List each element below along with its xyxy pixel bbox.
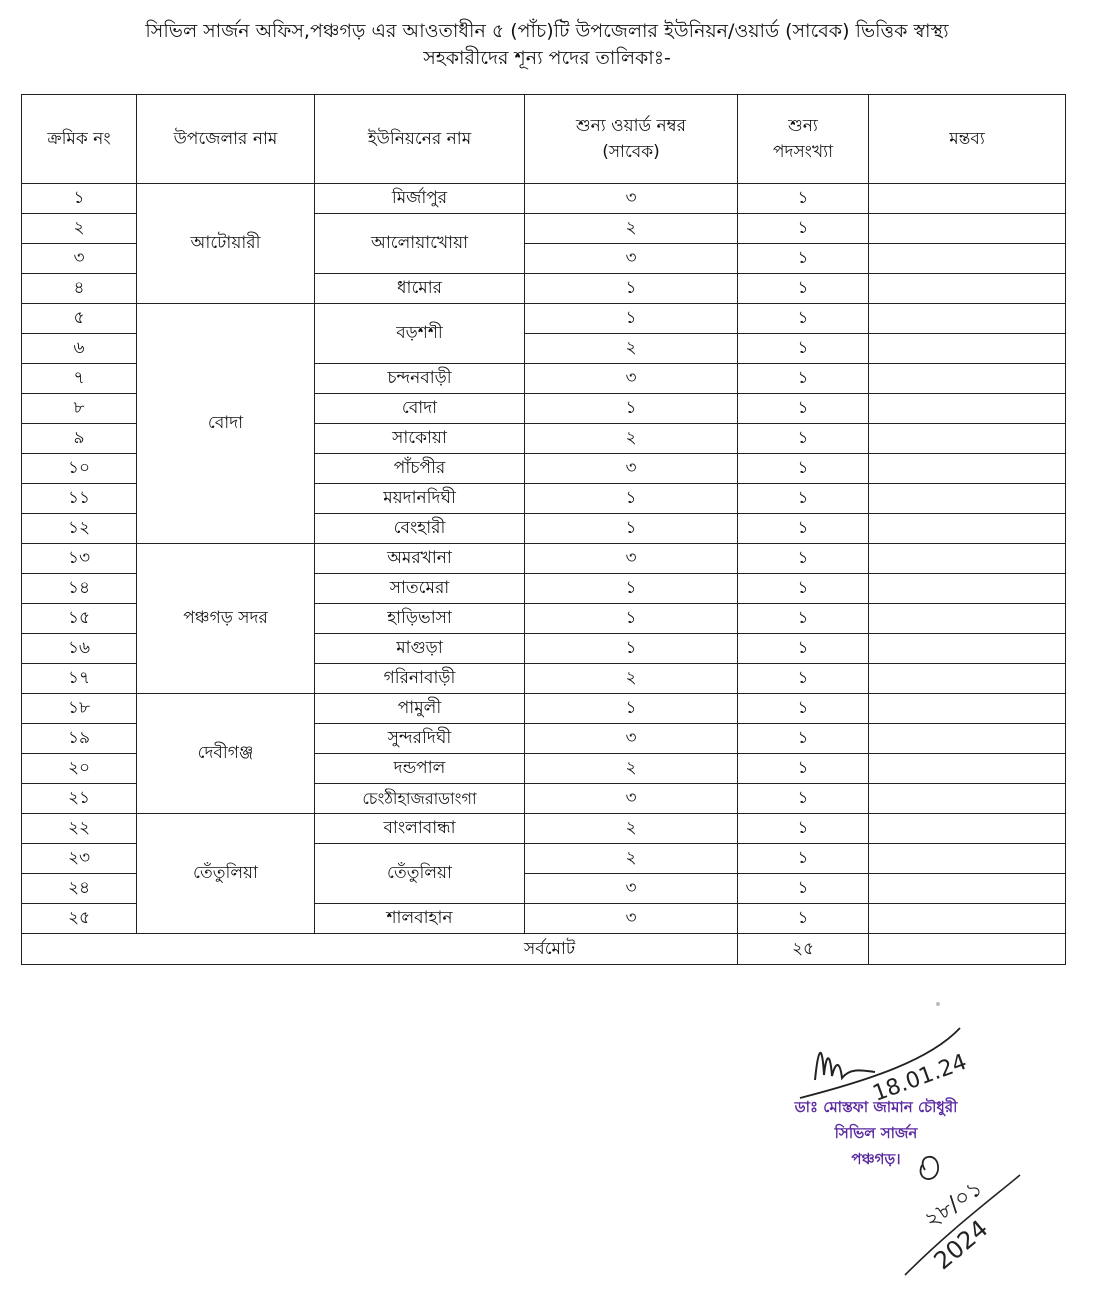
union-cell: সাতমেরা xyxy=(315,574,525,604)
union-cell: মির্জাপুর xyxy=(315,184,525,214)
table-row xyxy=(22,544,1066,574)
ward-cell: ৩ xyxy=(525,184,738,214)
ward-cell: ১ xyxy=(525,694,738,724)
ward-cell: ৩ xyxy=(525,544,738,574)
remarks-cell xyxy=(869,274,1066,304)
ward-cell: ৩ xyxy=(525,874,738,904)
total-remarks-cell xyxy=(869,934,1066,965)
union-cell: পামুলী xyxy=(315,694,525,724)
ward-cell: ২ xyxy=(525,844,738,874)
posts-cell: ১ xyxy=(738,484,869,514)
table-row xyxy=(22,814,1066,844)
upazila-cell: দেবীগঞ্জ xyxy=(137,694,315,814)
header-ward xyxy=(525,95,738,184)
ward-cell: ২ xyxy=(525,334,738,364)
remarks-cell xyxy=(869,544,1066,574)
serial-cell: ১ xyxy=(22,184,137,214)
total-label-text: সর্বমোট xyxy=(524,938,576,959)
ward-cell: ১ xyxy=(525,574,738,604)
ward-cell: ২ xyxy=(525,814,738,844)
signature-scribble xyxy=(815,1053,875,1080)
remarks-cell xyxy=(869,244,1066,274)
serial-cell: ১৬ xyxy=(22,634,137,664)
vacancy-table xyxy=(21,94,1066,965)
union-cell: শালবাহান xyxy=(315,904,525,934)
total-row xyxy=(22,934,1066,965)
ward-cell: ২ xyxy=(525,754,738,784)
union-cell: ময়দানদিঘী xyxy=(315,484,525,514)
union-cell: আলোয়াখোয়া xyxy=(315,214,525,274)
union-cell: সাকোয়া xyxy=(315,424,525,454)
posts-cell: ১ xyxy=(738,634,869,664)
serial-cell: ১৩ xyxy=(22,544,137,574)
serial-cell: ৫ xyxy=(22,304,137,334)
scan-speck xyxy=(936,1002,940,1006)
title-line-2: সহকারীদের শূন্য পদের তালিকাঃ- xyxy=(423,47,671,69)
document-title xyxy=(20,18,1074,72)
ward-cell: ১ xyxy=(525,274,738,304)
remarks-cell xyxy=(869,904,1066,934)
upazila-cell: বোদা xyxy=(137,304,315,544)
posts-cell: ১ xyxy=(738,514,869,544)
posts-cell: ১ xyxy=(738,304,869,334)
ward-cell: ১ xyxy=(525,484,738,514)
remarks-cell xyxy=(869,784,1066,814)
official-seal xyxy=(756,1094,996,1172)
posts-cell: ১ xyxy=(738,604,869,634)
posts-cell: ১ xyxy=(738,574,869,604)
union-cell: ধামোর xyxy=(315,274,525,304)
remarks-cell xyxy=(869,514,1066,544)
serial-cell: ২২ xyxy=(22,814,137,844)
serial-cell: ১১ xyxy=(22,484,137,514)
posts-cell: ১ xyxy=(738,904,869,934)
remarks-cell xyxy=(869,454,1066,484)
ward-cell: ৩ xyxy=(525,244,738,274)
remarks-cell xyxy=(869,634,1066,664)
remarks-cell xyxy=(869,874,1066,904)
header-remarks: মন্তব্য xyxy=(869,95,1066,184)
remarks-cell xyxy=(869,754,1066,784)
serial-cell: ১৫ xyxy=(22,604,137,634)
posts-cell: ১ xyxy=(738,874,869,904)
handwritten-note-2: 2024 xyxy=(928,1214,994,1276)
ward-cell: ২ xyxy=(525,664,738,694)
table-header-row xyxy=(22,95,1066,184)
ward-cell: ৩ xyxy=(525,904,738,934)
union-cell: অমরখানা xyxy=(315,544,525,574)
remarks-cell xyxy=(869,394,1066,424)
posts-cell: ১ xyxy=(738,454,869,484)
serial-cell: ৩ xyxy=(22,244,137,274)
handwritten-date: 18.01.24 xyxy=(869,1049,971,1107)
serial-cell: ১৭ xyxy=(22,664,137,694)
remarks-cell xyxy=(869,724,1066,754)
upazila-cell: আটোয়ারী xyxy=(137,184,315,304)
upazila-cell: পঞ্চগড় সদর xyxy=(137,544,315,694)
remarks-cell xyxy=(869,184,1066,214)
serial-cell: ২১ xyxy=(22,784,137,814)
header-serial: ক্রমিক নং xyxy=(22,95,137,184)
posts-cell: ১ xyxy=(738,724,869,754)
header-union: ইউনিয়নের নাম xyxy=(315,95,525,184)
table-row xyxy=(22,304,1066,334)
ward-cell: ৩ xyxy=(525,364,738,394)
posts-cell: ১ xyxy=(738,664,869,694)
remarks-cell xyxy=(869,214,1066,244)
posts-cell: ১ xyxy=(738,544,869,574)
officer-name: ডাঃ মোস্তফা জামান চৌধুরী xyxy=(794,1098,958,1116)
remarks-cell xyxy=(869,364,1066,394)
ward-cell: ৩ xyxy=(525,454,738,484)
union-cell: পাঁচপীর xyxy=(315,454,525,484)
union-cell: বেংহারী xyxy=(315,514,525,544)
serial-cell: ১২ xyxy=(22,514,137,544)
remarks-cell xyxy=(869,814,1066,844)
remarks-cell xyxy=(869,484,1066,514)
remarks-cell xyxy=(869,604,1066,634)
table-row xyxy=(22,184,1066,214)
table-row xyxy=(22,694,1066,724)
upazila-cell: তেঁতুলিয়া xyxy=(137,814,315,934)
serial-cell: ২ xyxy=(22,214,137,244)
ward-cell: ২ xyxy=(525,214,738,244)
total-value: ২৫ xyxy=(738,934,869,965)
posts-cell: ১ xyxy=(738,844,869,874)
header-posts-text: শুন্য পদসংখ্যা xyxy=(772,116,834,162)
remarks-cell xyxy=(869,844,1066,874)
header-upazila: উপজেলার নাম xyxy=(137,95,315,184)
remarks-cell xyxy=(869,304,1066,334)
serial-cell: ৯ xyxy=(22,424,137,454)
title-line-1: সিভিল সার্জন অফিস,পঞ্চগড় এর আওতাধীন ৫ (পাঁচ)টি উপজেলার ইউনিয়ন/ওয়ার্ড (সাবেক) ভিত্তিক স্বাস্থ্য xyxy=(145,20,949,42)
posts-cell: ১ xyxy=(738,694,869,724)
serial-cell: ৮ xyxy=(22,394,137,424)
ward-cell: ১ xyxy=(525,304,738,334)
posts-cell: ১ xyxy=(738,784,869,814)
serial-cell: ৭ xyxy=(22,364,137,394)
posts-cell: ১ xyxy=(738,214,869,244)
posts-cell: ১ xyxy=(738,364,869,394)
union-cell: মাগুড়া xyxy=(315,634,525,664)
posts-cell: ১ xyxy=(738,244,869,274)
union-cell: গরিনাবাড়ী xyxy=(315,664,525,694)
union-cell: চেংঠীহাজরাডাংগা xyxy=(315,784,525,814)
serial-cell: ১৯ xyxy=(22,724,137,754)
ward-cell: ২ xyxy=(525,424,738,454)
header-posts xyxy=(738,95,869,184)
serial-cell: ২৩ xyxy=(22,844,137,874)
serial-cell: ৪ xyxy=(22,274,137,304)
union-cell: দন্ডপাল xyxy=(315,754,525,784)
posts-cell: ১ xyxy=(738,394,869,424)
union-cell: বাংলাবান্ধা xyxy=(315,814,525,844)
serial-cell: ২৫ xyxy=(22,904,137,934)
officer-designation: সিভিল সার্জন xyxy=(834,1124,918,1142)
posts-cell: ১ xyxy=(738,184,869,214)
remarks-cell xyxy=(869,694,1066,724)
serial-cell: ১৪ xyxy=(22,574,137,604)
serial-cell: ৬ xyxy=(22,334,137,364)
union-cell: বড়শশী xyxy=(315,304,525,364)
remarks-cell xyxy=(869,424,1066,454)
serial-cell: ১০ xyxy=(22,454,137,484)
union-cell: বোদা xyxy=(315,394,525,424)
serial-cell: ২০ xyxy=(22,754,137,784)
serial-cell: ২৪ xyxy=(22,874,137,904)
posts-cell: ১ xyxy=(738,274,869,304)
ward-cell: ৩ xyxy=(525,724,738,754)
serial-cell: ১৮ xyxy=(22,694,137,724)
remarks-cell xyxy=(869,574,1066,604)
ward-cell: ১ xyxy=(525,604,738,634)
ward-cell: ১ xyxy=(525,634,738,664)
remarks-cell xyxy=(869,664,1066,694)
header-ward-text: শুন্য ওয়ার্ড নম্বর (সাবেক) xyxy=(575,116,686,162)
posts-cell: ১ xyxy=(738,754,869,784)
posts-cell: ১ xyxy=(738,814,869,844)
posts-cell: ১ xyxy=(738,424,869,454)
officer-place: পঞ্চগড়। xyxy=(851,1150,901,1168)
union-cell: হাড়িভাসা xyxy=(315,604,525,634)
total-label xyxy=(22,934,738,965)
ward-cell: ১ xyxy=(525,394,738,424)
handwritten-note-1: ২৮/০১ xyxy=(920,1175,988,1234)
union-cell: সুন্দরদিঘী xyxy=(315,724,525,754)
ward-cell: ৩ xyxy=(525,784,738,814)
union-cell: চন্দনবাড়ী xyxy=(315,364,525,394)
remarks-cell xyxy=(869,334,1066,364)
posts-cell: ১ xyxy=(738,334,869,364)
union-cell: তেঁতুলিয়া xyxy=(315,844,525,904)
ward-cell: ১ xyxy=(525,514,738,544)
